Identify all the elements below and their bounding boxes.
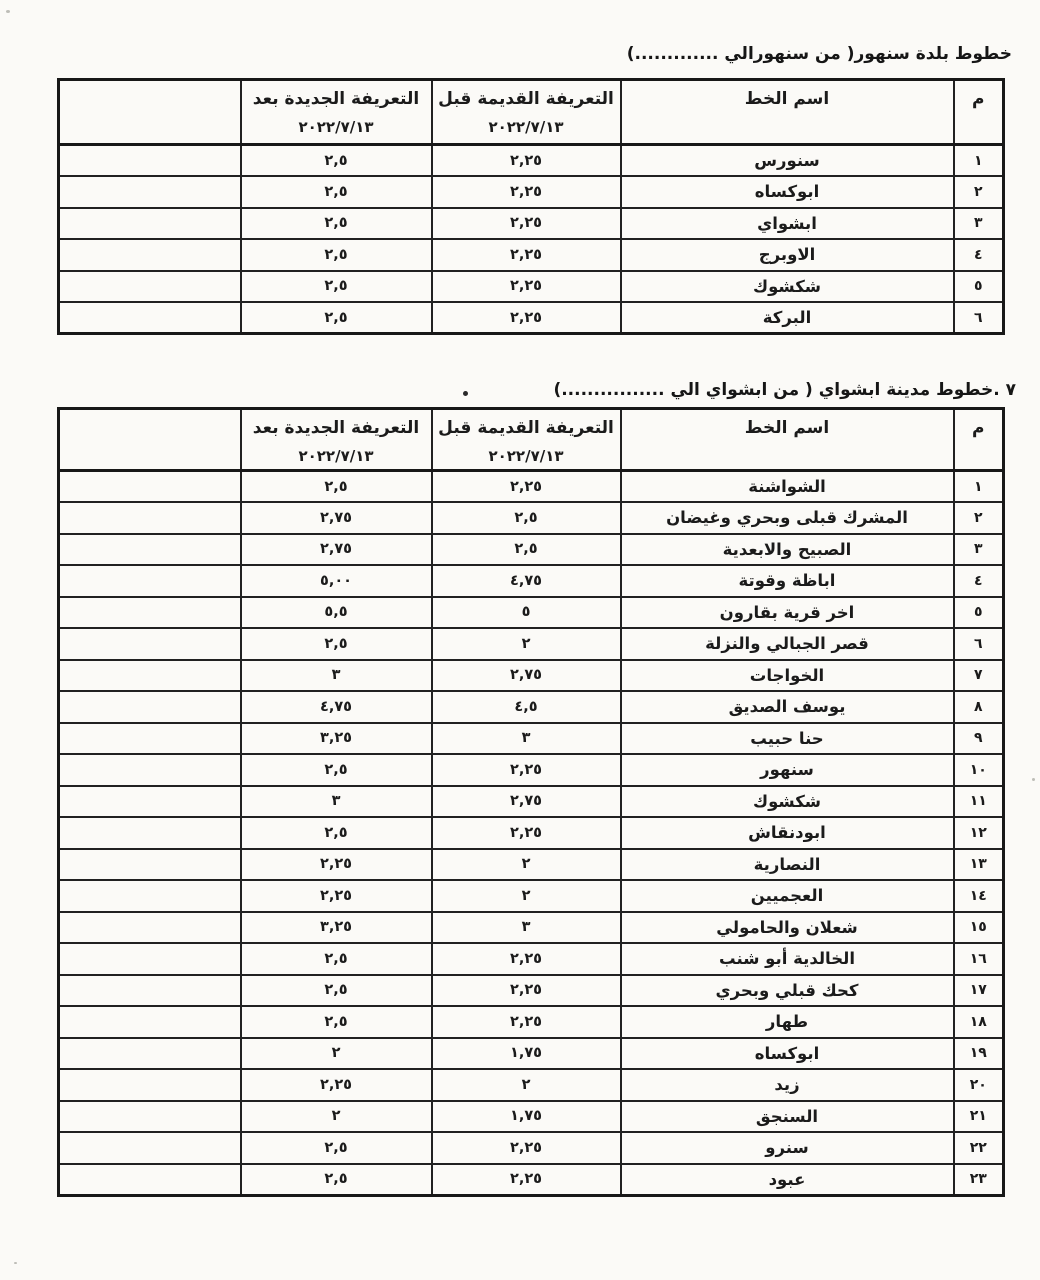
empty-cell (59, 754, 241, 786)
line-name-cell: المشرك قبلى وبحري وغيضان (621, 502, 954, 534)
old-tariff-cell: ١,٧٥ (432, 1101, 621, 1133)
row-number-cell: ٦ (954, 302, 1004, 334)
column-header-line-name: اسم الخط (621, 80, 954, 145)
old-tariff-cell: ٢,٢٥ (432, 1132, 621, 1164)
new-tariff-cell: ٢,٢٥ (241, 1069, 432, 1101)
empty-cell (59, 534, 241, 566)
table-row (59, 754, 1004, 786)
row-number-cell: ٣ (954, 534, 1004, 566)
line-name-cell: شعلان والحامولي (621, 912, 954, 944)
sanhour-tariff-table (57, 78, 1005, 335)
old-tariff-cell: ٢,٢٥ (432, 271, 621, 303)
old-tariff-cell: ٢,٢٥ (432, 145, 621, 177)
new-tariff-cell: ٢,٥ (241, 943, 432, 975)
row-number-cell: ٣ (954, 208, 1004, 240)
line-name-cell: سنورس (621, 145, 954, 177)
new-tariff-cell: ٢,٥ (241, 471, 432, 503)
table-row (59, 208, 1004, 240)
line-name-cell: ابوكساه (621, 1038, 954, 1070)
old-tariff-cell: ٢,٧٥ (432, 786, 621, 818)
line-name-cell: الخالدية أبو شنب (621, 943, 954, 975)
line-name-cell: كحك قبلي وبحري (621, 975, 954, 1007)
empty-cell (59, 1164, 241, 1196)
column-header-old-tariff (432, 409, 621, 471)
new-tariff-cell: ٢,٥ (241, 628, 432, 660)
row-number-cell: ٩ (954, 723, 1004, 755)
row-number-cell: ١٩ (954, 1038, 1004, 1070)
old-tariff-cell: ٢,٢٥ (432, 1006, 621, 1038)
row-number-cell: ٨ (954, 691, 1004, 723)
new-tariff-cell: ٥,٥ (241, 597, 432, 629)
empty-cell (59, 239, 241, 271)
column-header-number: م (954, 409, 1004, 471)
table-row (59, 176, 1004, 208)
line-name-cell: الاوبرج (621, 239, 954, 271)
table-row (59, 1101, 1004, 1133)
new-tariff-cell: ٣ (241, 660, 432, 692)
empty-cell (59, 723, 241, 755)
line-name-cell: السنجق (621, 1101, 954, 1133)
line-name-cell: العجميين (621, 880, 954, 912)
new-tariff-cell: ٢,٥ (241, 239, 432, 271)
line-name-cell: اخر قرية بقارون (621, 597, 954, 629)
old-tariff-date: ٢٠٢٢/٧/١٣ (488, 118, 564, 136)
old-tariff-cell: ٢,٢٥ (432, 176, 621, 208)
line-name-cell: شكشوك (621, 786, 954, 818)
row-number-cell: ٧ (954, 660, 1004, 692)
row-number-cell: ١ (954, 145, 1004, 177)
new-tariff-cell: ٢ (241, 1038, 432, 1070)
new-tariff-cell: ٢,٢٥ (241, 849, 432, 881)
line-name-cell: اباظة وقوتة (621, 565, 954, 597)
table-row (59, 534, 1004, 566)
table-row (59, 723, 1004, 755)
row-number-cell: ٥ (954, 271, 1004, 303)
empty-cell (59, 817, 241, 849)
table-row (59, 502, 1004, 534)
line-name-cell: النصارية (621, 849, 954, 881)
line-name-cell: ابودنقاش (621, 817, 954, 849)
old-tariff-label: التعريفة القديمة قبل (438, 418, 614, 438)
line-name-cell: سنرو (621, 1132, 954, 1164)
old-tariff-cell: ٣ (432, 912, 621, 944)
table-row (59, 660, 1004, 692)
empty-cell (59, 660, 241, 692)
empty-cell (59, 975, 241, 1007)
column-header-empty (59, 409, 241, 471)
empty-cell (59, 1006, 241, 1038)
scan-speck (1032, 778, 1035, 781)
line-name-cell: الشواشنة (621, 471, 954, 503)
row-number-cell: ٤ (954, 565, 1004, 597)
new-tariff-cell: ٢,٥ (241, 1164, 432, 1196)
old-tariff-cell: ٢,٢٥ (432, 943, 621, 975)
empty-cell (59, 176, 241, 208)
line-name-cell: الخواجات (621, 660, 954, 692)
empty-cell (59, 912, 241, 944)
new-tariff-cell: ٢,٥ (241, 145, 432, 177)
empty-cell (59, 880, 241, 912)
row-number-cell: ١٧ (954, 975, 1004, 1007)
new-tariff-cell: ٢,٥ (241, 754, 432, 786)
old-tariff-cell: ٢,٢٥ (432, 471, 621, 503)
scan-speck (6, 10, 10, 13)
table-row (59, 1164, 1004, 1196)
table-row (59, 1069, 1004, 1101)
line-name-cell: طهار (621, 1006, 954, 1038)
table-row (59, 471, 1004, 503)
table-row (59, 880, 1004, 912)
table-row (59, 849, 1004, 881)
old-tariff-cell: ٢,٥ (432, 502, 621, 534)
old-tariff-date: ٢٠٢٢/٧/١٣ (488, 447, 564, 465)
empty-cell (59, 208, 241, 240)
old-tariff-cell: ٢,٢٥ (432, 754, 621, 786)
stray-ink-dot (463, 391, 468, 396)
table-row (59, 302, 1004, 334)
old-tariff-cell: ٤,٥ (432, 691, 621, 723)
old-tariff-cell: ٢ (432, 1069, 621, 1101)
empty-cell (59, 786, 241, 818)
table-row (59, 628, 1004, 660)
line-name-cell: البركة (621, 302, 954, 334)
empty-cell (59, 1069, 241, 1101)
old-tariff-cell: ١,٧٥ (432, 1038, 621, 1070)
new-tariff-cell: ٢,٥ (241, 302, 432, 334)
line-name-cell: سنهور (621, 754, 954, 786)
table-row (59, 145, 1004, 177)
row-number-cell: ١٣ (954, 849, 1004, 881)
ibshaway-tariff-table (57, 407, 1005, 1197)
new-tariff-cell: ٣ (241, 786, 432, 818)
old-tariff-cell: ٢,٢٥ (432, 975, 621, 1007)
table-header-row (59, 80, 1004, 145)
row-number-cell: ٤ (954, 239, 1004, 271)
empty-cell (59, 1038, 241, 1070)
table-header-row (59, 409, 1004, 471)
old-tariff-cell: ٢,٢٥ (432, 208, 621, 240)
empty-cell (59, 565, 241, 597)
new-tariff-label: التعريفة الجديدة بعد (252, 89, 420, 109)
old-tariff-label: التعريفة القديمة قبل (438, 89, 614, 109)
line-name-cell: حنا حبيب (621, 723, 954, 755)
old-tariff-cell: ٥ (432, 597, 621, 629)
row-number-cell: ١٦ (954, 943, 1004, 975)
old-tariff-cell: ٢ (432, 849, 621, 881)
line-name-cell: الصبيح والابعدية (621, 534, 954, 566)
line-name-cell: زيد (621, 1069, 954, 1101)
new-tariff-date: ٢٠٢٢/٧/١٣ (298, 118, 374, 136)
new-tariff-cell: ٢,٥ (241, 208, 432, 240)
empty-cell (59, 271, 241, 303)
line-name-cell: عبود (621, 1164, 954, 1196)
table-row (59, 1006, 1004, 1038)
row-number-cell: ١١ (954, 786, 1004, 818)
line-name-cell: ابوكساه (621, 176, 954, 208)
empty-cell (59, 1132, 241, 1164)
row-number-cell: ٦ (954, 628, 1004, 660)
new-tariff-date: ٢٠٢٢/٧/١٣ (298, 447, 374, 465)
table-row (59, 943, 1004, 975)
row-number-cell: ٢٢ (954, 1132, 1004, 1164)
section-title-ibshaway: ٧ .خطوط مدينة ابشواي ( من ابشواي الي ................) (553, 380, 1016, 400)
new-tariff-cell: ٢ (241, 1101, 432, 1133)
row-number-cell: ٢١ (954, 1101, 1004, 1133)
row-number-cell: ٢٣ (954, 1164, 1004, 1196)
row-number-cell: ١ (954, 471, 1004, 503)
line-name-cell: ابشواي (621, 208, 954, 240)
new-tariff-label: التعريفة الجديدة بعد (252, 418, 420, 438)
column-header-number: م (954, 80, 1004, 145)
new-tariff-cell: ٥,٠٠ (241, 565, 432, 597)
line-name-cell: قصر الجبالي والنزلة (621, 628, 954, 660)
row-number-cell: ٢ (954, 502, 1004, 534)
old-tariff-cell: ٢,٧٥ (432, 660, 621, 692)
table-row (59, 786, 1004, 818)
column-header-new-tariff (241, 409, 432, 471)
row-number-cell: ٢ (954, 176, 1004, 208)
empty-cell (59, 849, 241, 881)
row-number-cell: ١٥ (954, 912, 1004, 944)
table-row (59, 565, 1004, 597)
section-title-sanhour: خطوط بلدة سنهور( من سنهورالي .............) (626, 44, 1012, 64)
old-tariff-cell: ٢,٢٥ (432, 302, 621, 334)
line-name-cell: شكشوك (621, 271, 954, 303)
row-number-cell: ٢٠ (954, 1069, 1004, 1101)
old-tariff-cell: ٤,٧٥ (432, 565, 621, 597)
table-row (59, 817, 1004, 849)
new-tariff-cell: ٢,٥ (241, 817, 432, 849)
new-tariff-cell: ٤,٧٥ (241, 691, 432, 723)
table-row (59, 912, 1004, 944)
empty-cell (59, 302, 241, 334)
empty-cell (59, 628, 241, 660)
table-row (59, 975, 1004, 1007)
old-tariff-cell: ٢,٥ (432, 534, 621, 566)
row-number-cell: ١٠ (954, 754, 1004, 786)
new-tariff-cell: ٢,٧٥ (241, 534, 432, 566)
row-number-cell: ٥ (954, 597, 1004, 629)
new-tariff-cell: ٢,٥ (241, 1132, 432, 1164)
old-tariff-cell: ٢,٢٥ (432, 1164, 621, 1196)
empty-cell (59, 145, 241, 177)
column-header-line-name: اسم الخط (621, 409, 954, 471)
new-tariff-cell: ٢,٥ (241, 1006, 432, 1038)
table-row (59, 597, 1004, 629)
empty-cell (59, 691, 241, 723)
table-row (59, 271, 1004, 303)
old-tariff-cell: ٢,٢٥ (432, 239, 621, 271)
line-name-cell: يوسف الصديق (621, 691, 954, 723)
empty-cell (59, 597, 241, 629)
table-row (59, 1132, 1004, 1164)
new-tariff-cell: ٢,٥ (241, 271, 432, 303)
column-header-old-tariff (432, 80, 621, 145)
table-row (59, 239, 1004, 271)
new-tariff-cell: ٢,٧٥ (241, 502, 432, 534)
new-tariff-cell: ٣,٢٥ (241, 723, 432, 755)
column-header-empty (59, 80, 241, 145)
new-tariff-cell: ٢,٥ (241, 176, 432, 208)
new-tariff-cell: ٢,٢٥ (241, 880, 432, 912)
old-tariff-cell: ٢ (432, 880, 621, 912)
table-row (59, 1038, 1004, 1070)
empty-cell (59, 943, 241, 975)
row-number-cell: ١٨ (954, 1006, 1004, 1038)
column-header-new-tariff (241, 80, 432, 145)
old-tariff-cell: ٢,٢٥ (432, 817, 621, 849)
table-row (59, 691, 1004, 723)
empty-cell (59, 502, 241, 534)
scan-speck (14, 1262, 17, 1264)
empty-cell (59, 471, 241, 503)
row-number-cell: ١٤ (954, 880, 1004, 912)
new-tariff-cell: ٢,٥ (241, 975, 432, 1007)
old-tariff-cell: ٣ (432, 723, 621, 755)
row-number-cell: ١٢ (954, 817, 1004, 849)
old-tariff-cell: ٢ (432, 628, 621, 660)
new-tariff-cell: ٣,٢٥ (241, 912, 432, 944)
empty-cell (59, 1101, 241, 1133)
